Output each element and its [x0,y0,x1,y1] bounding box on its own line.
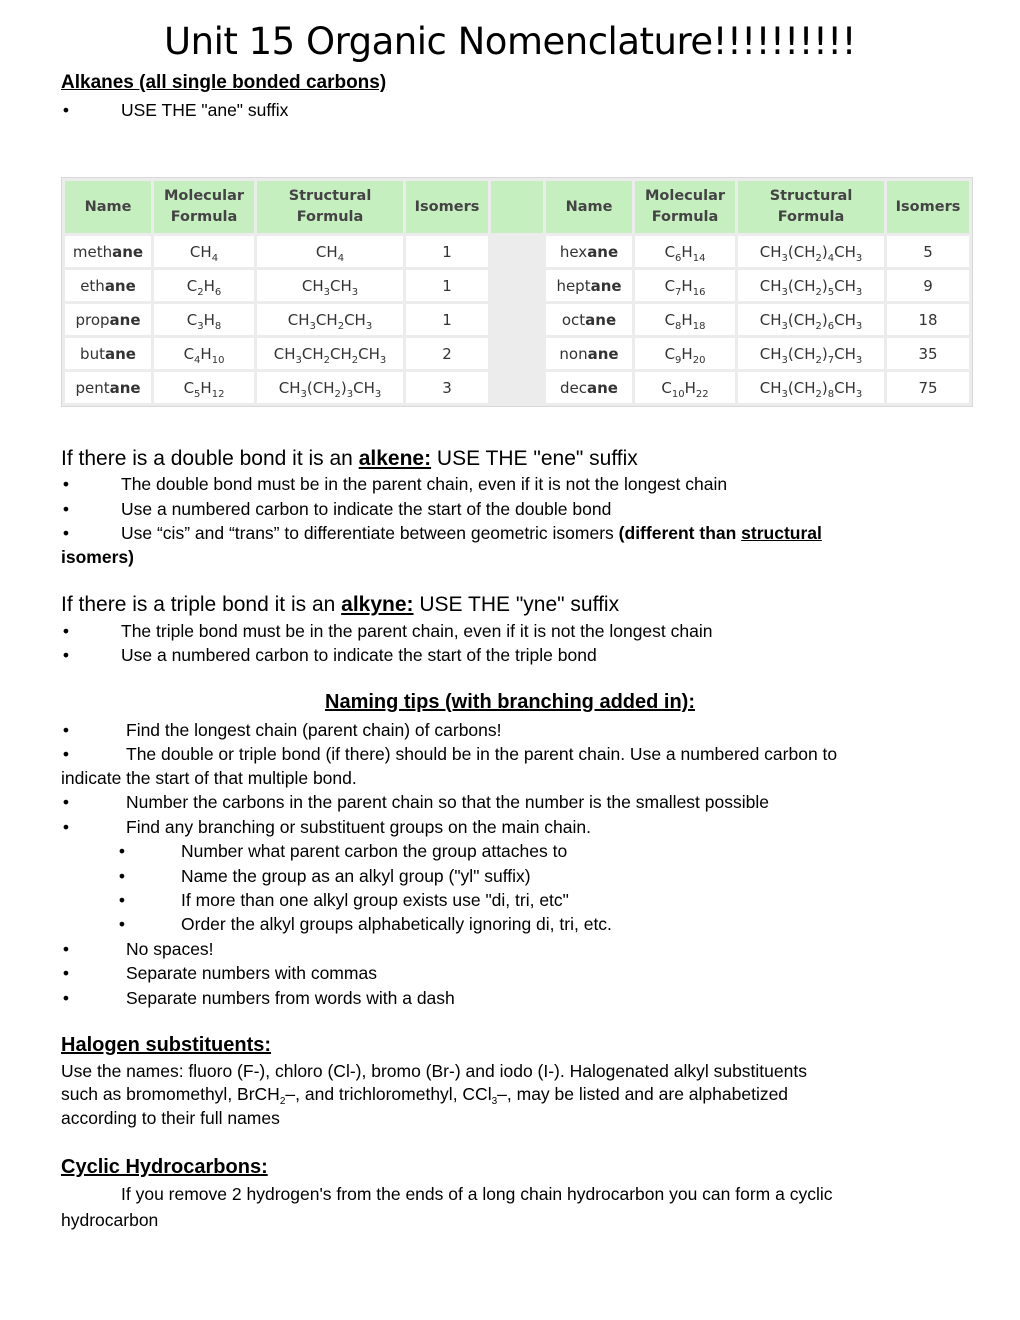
structural-formula: $CH_3(CH_2)_8CH_3$ [738,372,884,403]
cyclic-line-1: If you remove 2 hydrogen's from the ends of a long chain hydrocarbon you can form a cyclic [121,1184,833,1204]
molecular-formula: $C_{10}H_{22}$ [635,372,735,403]
molecular-formula: $C_8H_{18}$ [635,304,735,335]
alkane-name: methane [65,236,151,267]
row-gap [491,338,543,369]
header-text: Formula [777,209,845,225]
bullet-icon: • [118,914,126,934]
header-text: Name [84,198,132,215]
bullet-icon: • [62,720,70,740]
header-text: Formula [651,209,719,225]
bullet-icon: • [62,499,70,519]
right-header-1 [635,181,735,233]
halogen-line-3: according to their full names [61,1108,280,1128]
bullet-icon: • [62,621,70,641]
bullet-icon: • [118,866,126,886]
table-row [65,236,969,267]
molecular-formula: $C_2H_6$ [154,270,254,301]
header-text: Formula [296,209,364,225]
alkene-lead: If there is a double bond it is an alkene: USE THE "ene" suffix [61,447,638,470]
molecular-formula: $C_4H_{10}$ [154,338,254,369]
alkane-name: butane [65,338,151,369]
row-gap [491,304,543,335]
alkane-name: octane [546,304,632,335]
left-header-2 [257,181,403,233]
isomer-count: 1 [406,270,488,301]
isomer-count: 18 [887,304,969,335]
row-gap [491,372,543,403]
table-header-row [65,181,969,233]
header-gap [491,181,543,233]
structural-formula: $CH_3(CH_2)_4CH_3$ [738,236,884,267]
alkane-name: hexane [546,236,632,267]
alkane-name: ethane [65,270,151,301]
structural-formula: $CH_3CH_3$ [257,270,403,301]
tip-2-wrap: indicate the start of that multiple bond. [61,768,357,788]
row-gap [491,236,543,267]
structural-formula: $CH_3(CH_2)_7CH_3$ [738,338,884,369]
molecular-formula: $C_3H_8$ [154,304,254,335]
isomer-count: 75 [887,372,969,403]
header-text: Molecular [644,188,726,204]
molecular-formula: $C_9H_{20}$ [635,338,735,369]
halogen-line-2: such as bromomethyl, BrCH$_2$–, and trichloromethyl, CCl$_3$–, may be listed and are alphabetized [61,1084,789,1107]
bullet-icon: • [118,890,126,910]
right-header-0 [546,181,632,233]
bullet-icon: • [118,841,126,861]
bullet-icon: • [62,792,70,812]
left-header-1 [154,181,254,233]
structural-formula: $CH_3CH_2CH_2CH_3$ [257,338,403,369]
isomer-count: 35 [887,338,969,369]
bullet-icon: • [62,523,70,543]
bullet-icon: • [62,939,70,959]
alkane-name: propane [65,304,151,335]
bullet-icon: • [62,474,70,494]
isomer-count: 3 [406,372,488,403]
bullet-icon: • [62,817,70,837]
header-text: Name [565,198,613,215]
halogen-line-1: Use the names: fluoro (F-), chloro (Cl-), bromo (Br-) and iodo (I-). Halogenated alkyl substituents [61,1061,807,1081]
molecular-formula: $C_7H_{16}$ [635,270,735,301]
table-row [65,338,969,369]
left-header-0 [65,181,151,233]
alkanes-heading: Alkanes (all single bonded carbons) [61,72,387,93]
isomer-count: 1 [406,304,488,335]
header-text: Structural [288,188,372,204]
alkane-name: heptane [546,270,632,301]
header-text: Molecular [163,188,245,204]
bullet-icon: • [62,963,70,983]
structural-formula: $CH_3(CH_2)_5CH_3$ [738,270,884,301]
cyclic-line-2: hydrocarbon [61,1210,159,1230]
isomer-count: 2 [406,338,488,369]
bullet-icon: • [62,100,70,120]
alkane-name: pentane [65,372,151,403]
alkene-term: alkene: [358,447,432,470]
alkanes-table [61,177,973,407]
table-row [65,270,969,301]
alkane-name: nonane [546,338,632,369]
header-text: Isomers [895,198,961,215]
structural-formula: $CH_4$ [257,236,403,267]
bullet-icon: • [62,645,70,665]
table-row [65,304,969,335]
structural-formula: $CH_3(CH_2)_6CH_3$ [738,304,884,335]
alkene-bullet-3-wrap: isomers) [61,547,134,567]
naming-tips-heading: Naming tips (with branching added in): [325,691,695,713]
row-gap [491,270,543,301]
right-header-2 [738,181,884,233]
molecular-formula: $C_6H_{14}$ [635,236,735,267]
alkane-name: decane [546,372,632,403]
molecular-formula: $C_5H_{12}$ [154,372,254,403]
isomer-count: 5 [887,236,969,267]
page-title: Unit 15 Organic Nomenclature!!!!!!!!!! [164,20,856,63]
alkyne-term: alkyne: [341,593,414,616]
table-row [65,372,969,403]
header-text: Formula [170,209,238,225]
alkyne-lead: If there is a triple bond it is an alkyne: USE THE "yne" suffix [61,593,620,616]
cyclic-heading: Cyclic Hydrocarbons: [61,1156,268,1178]
header-text: Structural [769,188,853,204]
molecular-formula: $CH_4$ [154,236,254,267]
bullet-icon: • [62,988,70,1008]
isomer-count: 9 [887,270,969,301]
isomer-count: 1 [406,236,488,267]
halogen-heading: Halogen substituents: [61,1034,272,1056]
bullet-icon: • [62,744,70,764]
structural-formula: $CH_3(CH_2)_3CH_3$ [257,372,403,403]
header-text: Isomers [414,198,480,215]
right-header-3 [887,181,969,233]
left-header-3 [406,181,488,233]
structural-formula: $CH_3CH_2CH_3$ [257,304,403,335]
